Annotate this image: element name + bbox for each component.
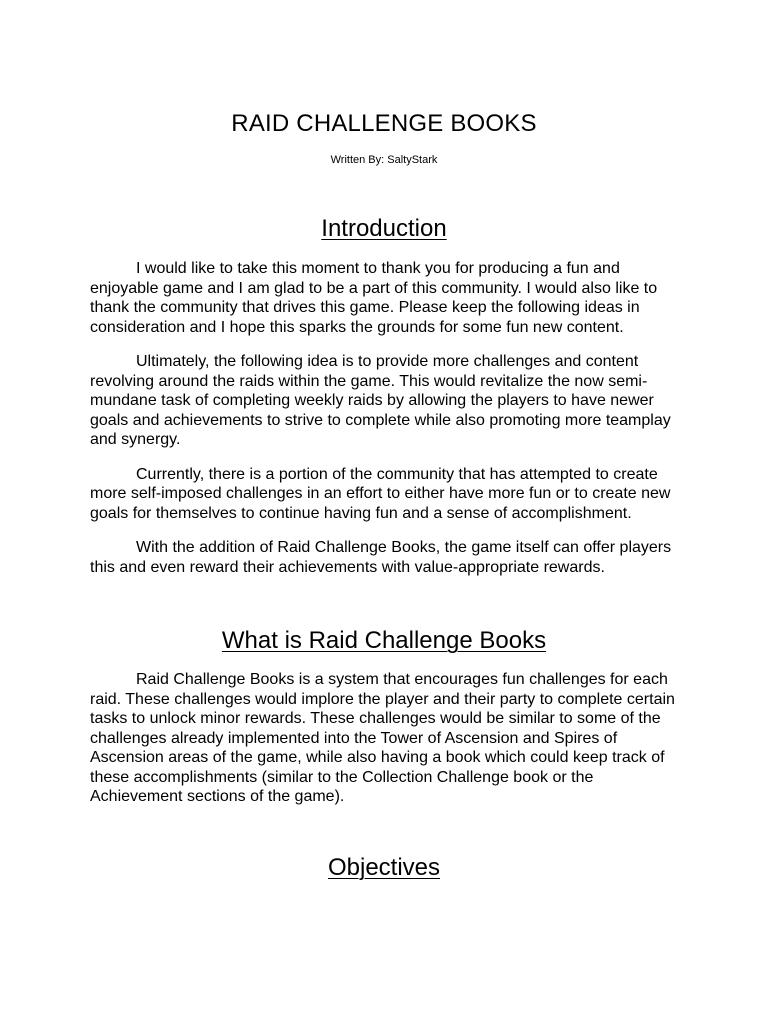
introduction-heading: Introduction (321, 215, 447, 242)
what-is-paragraph-1: Raid Challenge Books is a system that encourages fun challenges for each raid. These challenges would implore the player and their party to complete certain tasks to unlock minor rewards. These challenges would be similar to some of the challenges already implemented into the Tower of Ascension and Spires of Ascension areas of the game, while also having a book which could keep track of these accomplishments (similar to the Collection Challenge book or the Achievement sections of the game). (90, 671, 675, 805)
introduction-paragraph-1: I would like to take this moment to thank you for producing a fun and enjoyable game and I am glad to be a part of this community. I would also like to thank the community that drives this game. Please keep the following ideas in consideration and I hope this sparks the grounds for some fun new content. (90, 260, 658, 336)
document-title: RAID CHALLENGE BOOKS (231, 110, 537, 137)
introduction-paragraph-3: Currently, there is a portion of the community that has attempted to create more self-imposed challenges in an effort to either have more fun or to create new goals for themselves to continue having fun and a sense of accomplishment. (90, 465, 671, 522)
author-byline: Written By: SaltyStark (330, 154, 438, 166)
what-is-body (90, 670, 680, 822)
introduction-body (90, 259, 680, 592)
introduction-paragraph-2: Ultimately, the following idea is to provide more challenges and content revolving around the raids within the game. This would revitalize the now semi-mundane task of completing weekly raids by allowing the players to have newer goals and achievements to strive to complete while also promoting more teamplay and synergy. (90, 353, 671, 448)
what-is-heading: What is Raid Challenge Books (221, 627, 547, 654)
objectives-heading: Objectives (327, 854, 441, 881)
introduction-paragraph-4: With the addition of Raid Challenge Books, the game itself can offer players this and even reward their achievements with value-appropriate rewards. (90, 539, 672, 576)
